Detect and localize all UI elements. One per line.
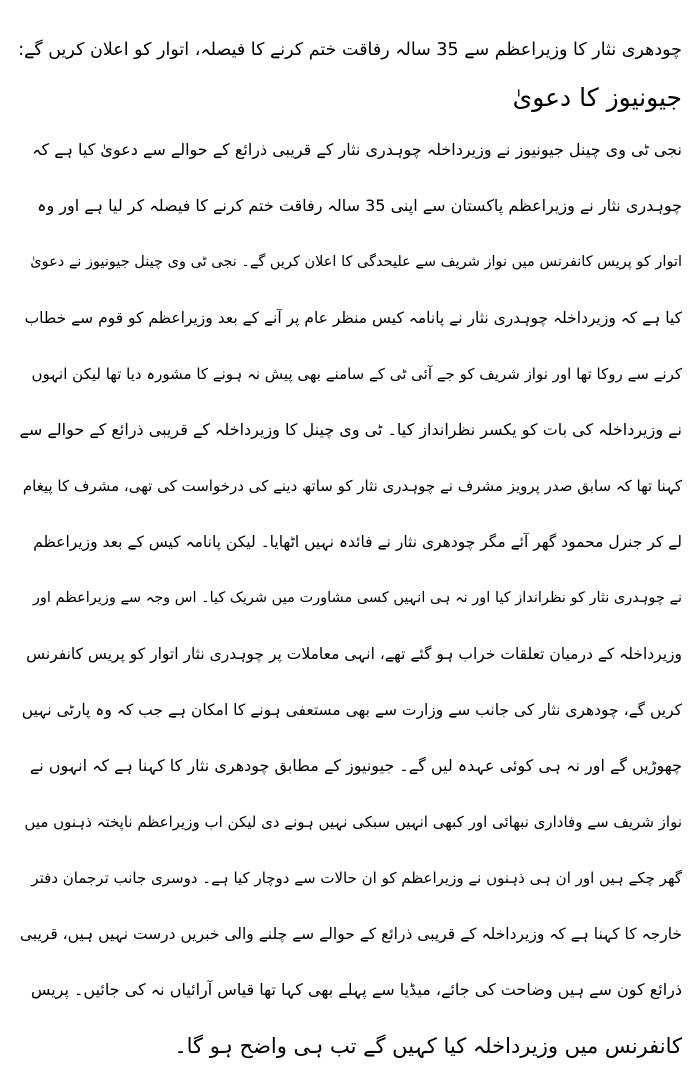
body-line: نے وزیرداخلہ کی بات کو یکسر نظرانداز کیا۔ ٹی وی چینل کا وزیرداخلہ کے قریبی ذرائع کے حوالے سے — [19, 420, 682, 439]
body-line: وزیرداخلہ کے درمیان تعلقات خراب ہو گئے تھے، انہی معاملات پر چوہدری نثار اتوار کو پریس کانفرنس — [26, 645, 682, 663]
body-line: کہنا تھا کہ سابق صدر پرویز مشرف نے چوہدری نثار کو ساتھ دینے کی درخواست کی تھی، مشرف کا پیغام — [22, 477, 682, 495]
body-line: نواز شریف سے وفاداری نبھائی اور کبھی انہیں سبکی نہیں ہونے دی لیکن اب وزیراعظم ناپختہ ذہنوں میں — [24, 813, 682, 831]
body-line: گھر چکے ہیں اور ان ہی ذہنوں نے وزیراعظم کو ان حالات سے دوچار کیا ہے۔ دوسری جانب ترجمان دفتر — [31, 869, 682, 887]
body-line: لے کر جنرل محمود گھر آئے مگر چودھری نثار نے فائدہ نہیں اٹھایا۔ لیکن پانامہ کیس کے بعد وزیراعظم — [33, 533, 682, 551]
body-line: ذرائع کون سے ہیں وضاحت کی جائے، میڈیا سے پہلے بھی کہا تھا قیاس آرائیاں نہ کی جائیں۔ پریس — [30, 980, 682, 999]
body-line: اتوار کو پریس کانفرنس میں نواز شریف سے علیحدگی کا اعلان کریں گے۔ نجی ٹی وی چینل جیونیوز نے دعویٰ — [30, 254, 682, 270]
headline-line-1: چودھری نثار کا وزیراعظم سے 35 سالہ رفاقت ختم کرنے کا فیصلہ، اتوار کو اعلان کریں گے: — [18, 40, 682, 60]
body-line: نے چوہدری نثار کو نظرانداز کیا اور نہ ہی انہیں کسی مشاورت میں شریک کیا۔ اس وجہ سے وزیراعظم اور — [32, 590, 682, 606]
body-line: کیا ہے کہ وزیرداخلہ چوہدری نثار نے پانامہ کیس منظر عام پر آنے کے بعد وزیراعظم کو قوم سے خطاب — [24, 309, 682, 327]
body-line: نجی ٹی وی چینل جیونیوز نے وزیرداخلہ چوہدری نثار کے قریبی ذرائع کے حوالے سے دعویٰ کیا ہے کہ — [32, 140, 682, 159]
headline-line-2: جیونیوز کا دعویٰ — [512, 83, 682, 112]
body-line: چھوڑیں گے اور نہ ہی کوئی عہدہ لیں گے۔ جیونیوز کے مطابق چودھری نثار کا کہنا ہے کہ انہوں نے — [29, 756, 682, 775]
body-line: چوہدری نثار نے وزیراعظم پاکستان سے اپنی 35 سالہ رفاقت ختم کرنے کا فیصلہ کر لیا ہے اور وہ — [37, 196, 682, 215]
body-line: خارجہ کا کہنا ہے کہ وزیرداخلہ کے قریبی ذرائع کے حوالے سے چلنے والی خبریں درست نہیں ہیں، قریبی — [19, 925, 682, 943]
body-line: کانفرنس میں وزیرداخلہ کیا کہیں گے تب ہی واضح ہو گا۔ — [174, 1034, 682, 1058]
body-line: کرنے سے روکا تھا اور نواز شریف کو جے آئی ٹی کے سامنے بھی پیش نہ ہونے کا مشورہ دیا تھا لیکن انہوں — [31, 365, 682, 383]
body-line: کریں گے، چودھری نثار کی جانب سے وزارت سے بھی مستعفی ہونے کا امکان ہے جب کہ وہ پارٹی نہیں — [21, 701, 682, 719]
